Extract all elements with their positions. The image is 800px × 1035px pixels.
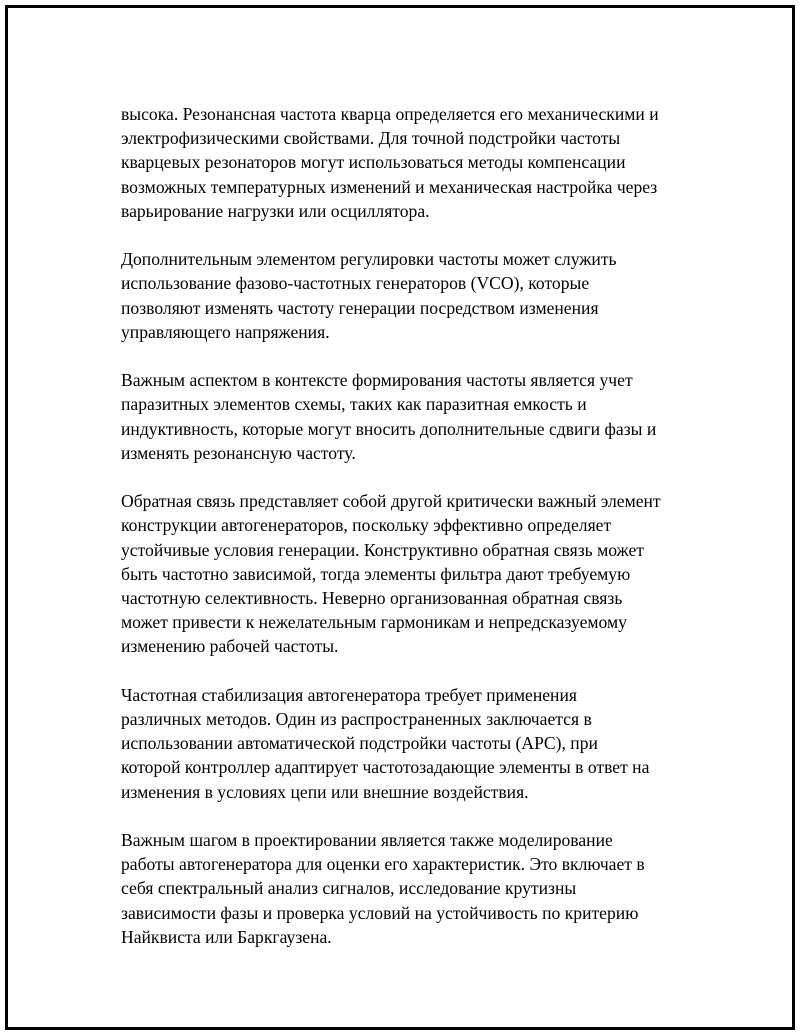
paragraph <box>121 828 706 949</box>
text-line: Важным аспектом в контексте формирования частоты является учет <box>121 370 633 391</box>
text-line: различных методов. Один из распространенных заключается в <box>121 709 592 730</box>
text-line: которой контроллер адаптирует частотозадающие элементы в ответ на <box>121 757 650 778</box>
paragraph <box>121 368 706 465</box>
text-line: возможных температурных изменений и механическая настройка через <box>121 176 658 197</box>
paragraph <box>121 102 706 223</box>
text-line: паразитных элементов схемы, таких как паразитная емкость и <box>121 394 587 415</box>
text-line: кварцевых резонаторов могут использоваться методы компенсации <box>121 152 626 173</box>
text-line: изменять резонансную частоту. <box>121 442 356 463</box>
text-line: частотную селективность. Неверно организованная обратная связь <box>121 588 623 609</box>
text-line: может привести к нежелательным гармоникам и непредсказуемому <box>121 612 627 633</box>
text-line: индуктивность, которые могут вносить дополнительные сдвиги фазы и <box>121 418 657 439</box>
text-line: Найквиста или Баркгаузена. <box>121 926 332 947</box>
text-line: Обратная связь представляет собой другой критически важный элемент <box>121 491 661 512</box>
text-line: себя спектральный анализ сигналов, исследование крутизны <box>121 878 577 899</box>
text-line: использовании автоматической подстройки частоты (APC), при <box>121 733 598 754</box>
text-line: варьирование нагрузки или осциллятора. <box>121 200 430 221</box>
text-line: Важным шагом в проектировании является также моделирование <box>121 830 613 851</box>
text-line: изменению рабочей частоты. <box>121 636 339 657</box>
text-line: использование фазово-частотных генераторов (VCO), которые <box>121 273 590 294</box>
text-line: конструкции автогенераторов, поскольку эффективно определяет <box>121 515 612 536</box>
paragraph <box>121 247 706 344</box>
text-line: быть частотно зависимой, тогда элементы фильтра дают требуемую <box>121 563 631 584</box>
text-line: позволяют изменять частоту генерации посредством изменения <box>121 297 599 318</box>
text-line: Дополнительным элементом регулировки частоты может служить <box>121 249 617 270</box>
text-line: высока. Резонансная частота кварца определяется его механическими и <box>121 104 659 124</box>
text-line: зависимости фазы и проверка условий на устойчивость по критерию <box>121 902 639 923</box>
paragraph <box>121 683 706 804</box>
text-line: работы автогенератора для оценки его характеристик. Это включает в <box>121 854 645 875</box>
text-line: электрофизическими свойствами. Для точной подстройки частоты <box>121 128 621 149</box>
text-line: устойчивые условия генерации. Конструктивно обратная связь может <box>121 539 644 560</box>
page-frame <box>5 5 795 1030</box>
text-line: управляющего напряжения. <box>121 321 330 342</box>
page-body <box>121 102 706 973</box>
paragraph <box>121 489 706 658</box>
text-line: изменения в условиях цепи или внешние воздействия. <box>121 781 529 802</box>
text-line: Частотная стабилизация автогенератора требует применения <box>121 684 577 705</box>
